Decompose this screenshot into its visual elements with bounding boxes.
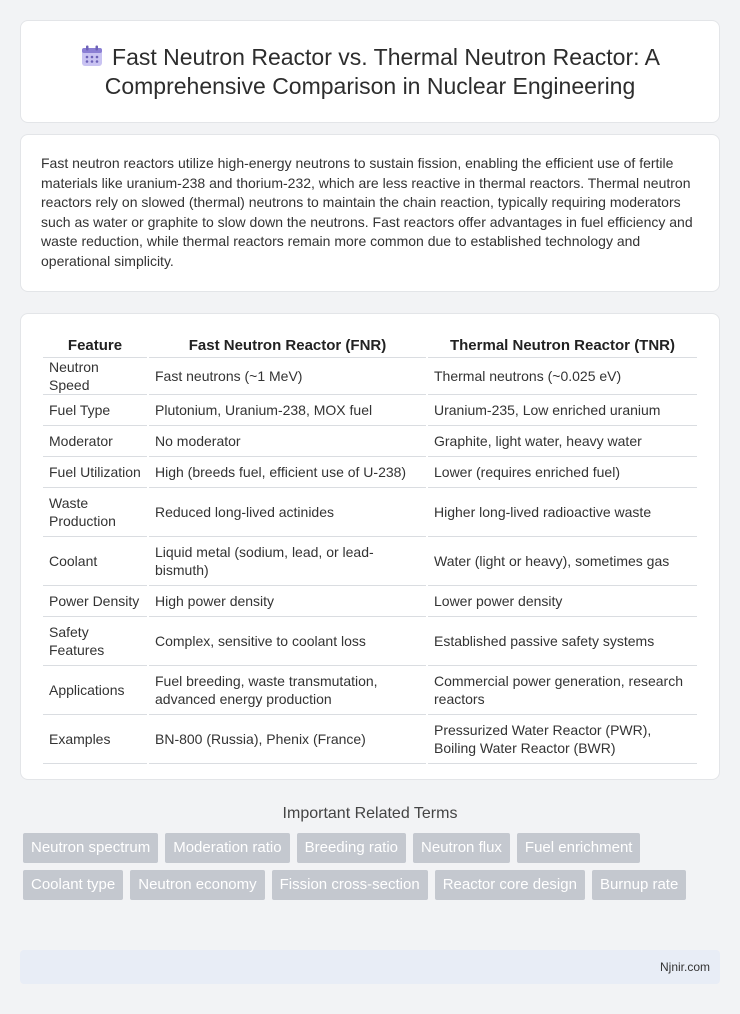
table-header-row bbox=[43, 332, 697, 358]
table-row bbox=[43, 715, 697, 764]
page-title bbox=[51, 43, 689, 101]
term-tag[interactable]: Fuel enrichment bbox=[517, 833, 641, 863]
fnr-cell: Plutonium, Uranium-238, MOX fuel bbox=[149, 395, 426, 426]
table-row bbox=[43, 586, 697, 617]
tnr-cell: Uranium-235, Low enriched uranium bbox=[428, 395, 697, 426]
tnr-cell: Higher long-lived radioactive waste bbox=[428, 488, 697, 537]
tnr-cell: Graphite, light water, heavy water bbox=[428, 426, 697, 457]
fnr-cell: High power density bbox=[149, 586, 426, 617]
table-row bbox=[43, 537, 697, 586]
tnr-cell: Lower power density bbox=[428, 586, 697, 617]
feature-cell: Moderator bbox=[43, 426, 147, 457]
intro-card bbox=[20, 134, 720, 292]
title-card bbox=[20, 20, 720, 123]
tnr-cell: Lower (requires enriched fuel) bbox=[428, 457, 697, 488]
tnr-cell: Pressurized Water Reactor (PWR), Boiling Water Reactor (BWR) bbox=[428, 715, 697, 764]
table-row bbox=[43, 666, 697, 715]
feature-cell: Coolant bbox=[43, 537, 147, 586]
feature-cell: Neutron Speed bbox=[43, 358, 147, 395]
feature-cell: Applications bbox=[43, 666, 147, 715]
feature-cell: Waste Production bbox=[43, 488, 147, 537]
tnr-cell: Commercial power generation, research reactors bbox=[428, 666, 697, 715]
comparison-table bbox=[41, 332, 699, 764]
header-tnr: Thermal Neutron Reactor (TNR) bbox=[428, 332, 697, 358]
related-terms-list bbox=[20, 833, 720, 900]
header-fnr: Fast Neutron Reactor (FNR) bbox=[149, 332, 426, 358]
tnr-cell: Thermal neutrons (~0.025 eV) bbox=[428, 358, 697, 395]
term-tag[interactable]: Reactor core design bbox=[435, 870, 585, 900]
fnr-cell: BN-800 (Russia), Phenix (France) bbox=[149, 715, 426, 764]
term-tag[interactable]: Burnup rate bbox=[592, 870, 686, 900]
feature-cell: Fuel Utilization bbox=[43, 457, 147, 488]
table-row bbox=[43, 457, 697, 488]
tnr-cell: Water (light or heavy), sometimes gas bbox=[428, 537, 697, 586]
footer-site[interactable]: Njnir.com bbox=[659, 960, 710, 974]
intro-paragraph: Fast neutron reactors utilize high-energy neutrons to sustain fission, enabling the efficient use of fertile materials like uranium-238 and thorium-232, which are less reactive in thermal reactors. Thermal neutron reactors rely on slowed (thermal) neutrons to maintain the chain reaction, typically requiring moderators such as water or graphite to slow down the neutrons. Fast reactors offer advantages in fuel efficiency and waste reduction, while thermal reactors remain more common due to established technology and operational simplicity. bbox=[41, 155, 693, 269]
fnr-cell: Fuel breeding, waste transmutation, advanced energy production bbox=[149, 666, 426, 715]
feature-cell: Examples bbox=[43, 715, 147, 764]
header-feature: Feature bbox=[43, 332, 147, 358]
table-row bbox=[43, 426, 697, 457]
calendar-icon bbox=[80, 44, 104, 68]
related-terms-heading: Important Related Terms bbox=[282, 805, 458, 822]
table-row bbox=[43, 395, 697, 426]
fnr-cell: Complex, sensitive to coolant loss bbox=[149, 617, 426, 666]
table-row bbox=[43, 488, 697, 537]
comparison-table-card bbox=[20, 313, 720, 780]
term-tag[interactable]: Fission cross-section bbox=[272, 870, 428, 900]
fnr-cell: No moderator bbox=[149, 426, 426, 457]
term-tag[interactable]: Breeding ratio bbox=[297, 833, 406, 863]
tnr-cell: Established passive safety systems bbox=[428, 617, 697, 666]
fnr-cell: Reduced long-lived actinides bbox=[149, 488, 426, 537]
fnr-cell: Liquid metal (sodium, lead, or lead-bismuth) bbox=[149, 537, 426, 586]
footer bbox=[20, 950, 720, 984]
table-row bbox=[43, 358, 697, 395]
fnr-cell: Fast neutrons (~1 MeV) bbox=[149, 358, 426, 395]
table-row bbox=[43, 617, 697, 666]
feature-cell: Safety Features bbox=[43, 617, 147, 666]
feature-cell: Power Density bbox=[43, 586, 147, 617]
term-tag[interactable]: Coolant type bbox=[23, 870, 123, 900]
term-tag[interactable]: Moderation ratio bbox=[165, 833, 289, 863]
feature-cell: Fuel Type bbox=[43, 395, 147, 426]
term-tag[interactable]: Neutron spectrum bbox=[23, 833, 158, 863]
term-tag[interactable]: Neutron flux bbox=[413, 833, 510, 863]
page-title-text: Fast Neutron Reactor vs. Thermal Neutron Reactor: A Comprehensive Comparison in Nuclear Engineering bbox=[104, 44, 660, 99]
term-tag[interactable]: Neutron economy bbox=[130, 870, 264, 900]
fnr-cell: High (breeds fuel, efficient use of U-238) bbox=[149, 457, 426, 488]
